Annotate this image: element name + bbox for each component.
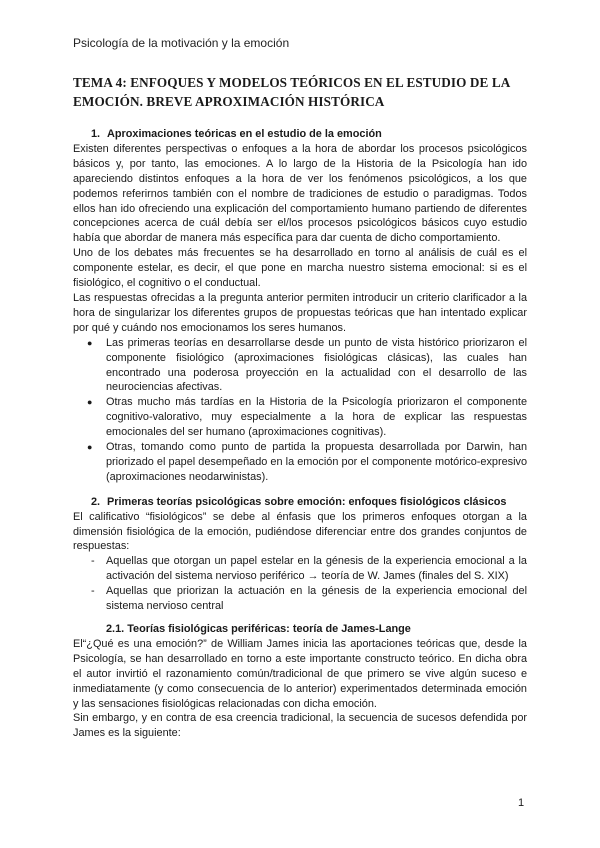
section-2-number: 2.	[91, 495, 101, 508]
section-2-dash-list	[73, 554, 527, 614]
running-header: Psicología de la motivación y la emoción	[73, 36, 290, 50]
section-1-heading	[73, 127, 527, 142]
bullet-item: ● Otras mucho más tardías en la Historia de la Psicología priorizaron el componente cognitivo-valorativo, muy especialmente a la hora de explicar las respuestas emocionales del ser humano (aproximaciones cognitivas).	[73, 395, 527, 440]
section-2-title: Primeras teorías psicológicas sobre emoción: enfoques fisiológicos clásicos	[107, 495, 507, 508]
section-2-1-paragraph-1: El“¿Qué es una emoción?” de William James inicia las aportaciones teóricas que, desde la Psicología, se han desarrollado en torno a este importante constructo teórico. En dicha obra el autor invirtió el razonamiento común/tradicional de que primero se vive algún suceso e inmediatamente (y como consecuencia de lo anterior) experimentados determinada emoción y las sensaciones fisiológicas relacionadas con dicha emoción.	[73, 637, 527, 710]
section-2-paragraph-1: El calificativo “fisiológicos” se debe al énfasis que los primeros enfoques otorgan a la dimensión fisiológica de la emoción, pudiéndose diferenciar entre dos grandes conjuntos de respuestas:	[73, 510, 527, 553]
section-1-paragraph-2: Uno de los debates más frecuentes se ha desarrollado en torno al análisis de cuál es el componente estelar, es decir, el que pone en marcha nuestro sistema emocional: si es el fisiológico, el cognitivo o el conductual.	[73, 247, 527, 290]
section-2-1-heading: 2.1. Teorías fisiológicas periféricas: teoría de James-Lange	[106, 623, 411, 635]
document-title: TEMA 4: ENFOQUES Y MODELOS TEÓRICOS EN EL ESTUDIO DE LA EMOCIÓN. BREVE APROXIMACIÓN HISTÓRICA	[73, 75, 510, 109]
section-2-heading	[73, 495, 527, 510]
section-1-bullet-list	[73, 336, 527, 485]
bullet-item: ● Las primeras teorías en desarrollarse desde un punto de vista histórico priorizaron el componente fisiológico (aproximaciones fisiológicas clásicas), las cuales han encontrado una poderosa proyección en la actualidad con el desarrollo de las neurociencias afectivas.	[73, 336, 527, 396]
bullet-item: ● Otras, tomando como punto de partida la propuesta desarrollada por Darwin, han priorizado el papel desempeñado en la emoción por el componente motórico-expresivo (aproximaciones neodarwinistas).	[73, 440, 527, 485]
section-1-paragraph-3: Las respuestas ofrecidas a la pregunta anterior permiten introducir un criterio clarificador a la hora de singularizar los diferentes grupos de propuestas teóricas que han intentado explicar por qué y cuándo nos emocionamos los seres humanos.	[73, 291, 527, 334]
section-1-number: 1.	[91, 128, 101, 140]
page-number: 1	[518, 797, 525, 809]
dash-item: - Aquellas que otorgan un papel estelar en la génesis de la experiencia emocional a la activación del sistema nervioso periférico → teoría de W. James (finales del S. XIX)	[73, 554, 527, 584]
section-2-1-paragraph-2: Sin embargo, y en contra de esa creencia tradicional, la secuencia de sucesos defendida por James es la siguiente:	[73, 712, 527, 740]
document-body	[73, 127, 527, 741]
section-1-paragraph-1: Existen diferentes perspectivas o enfoques a la hora de abordar los procesos psicológicos básicos y, por tanto, las emociones. A lo largo de la Historia de la Psicología han ido apareciendo distintos enfoques a la hora de ver los fenómenos psicológicos, a los que podemos referirnos también con el nombre de tradiciones de estudio o paradigmas. Todos ellos han ido ofreciendo una explicación del comportamiento humano partiendo de diferentes concepciones acerca de cuál debía ser el/los procesos psicológicos básicos cuyo estudio había que abordar de manera más específica para dar cuenta de dicho comportamiento.	[73, 142, 527, 245]
dash-item: - Aquellas que priorizan la actuación en la génesis de la experiencia emocional del sistema nervioso central	[73, 584, 527, 614]
section-1-title: Aproximaciones teóricas en el estudio de la emoción	[107, 128, 382, 140]
